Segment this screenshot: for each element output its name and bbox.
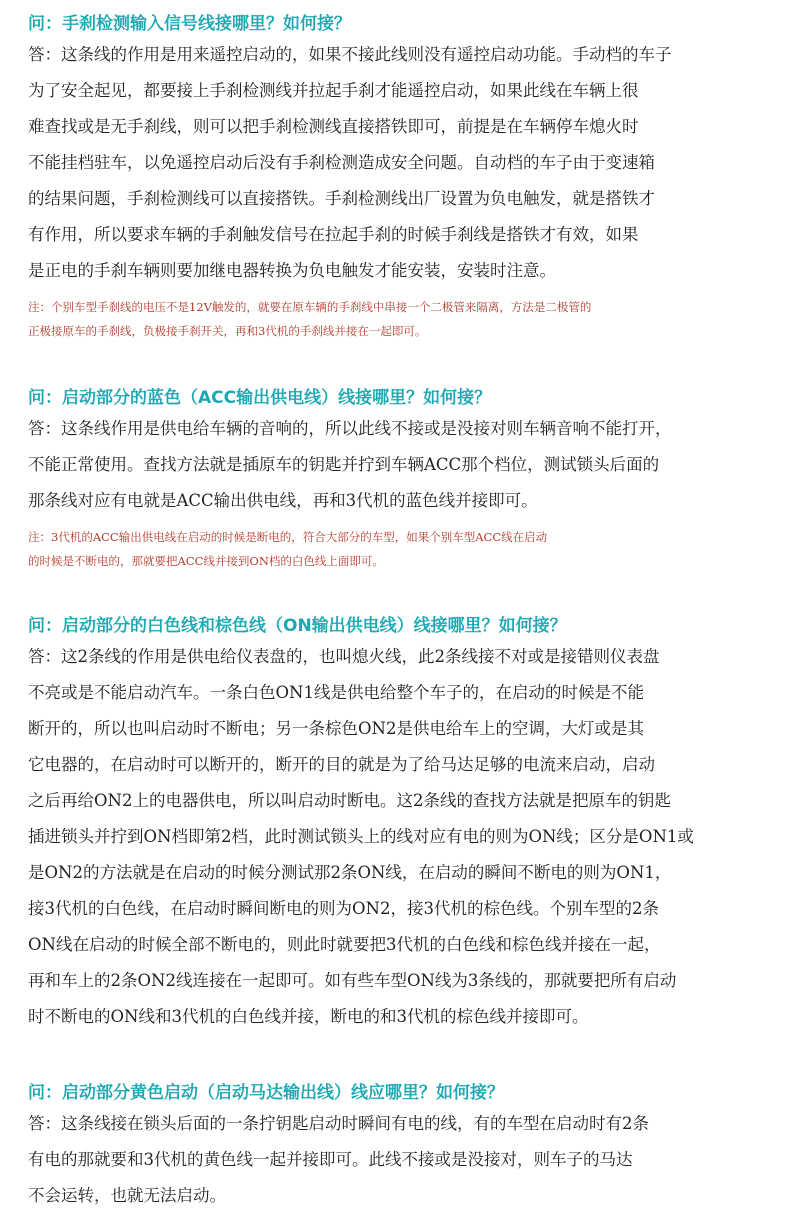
answer-line: 不能挂档驻车，以免遥控启动后没有手刹检测造成安全问题。自动档的车子由于变速箱: [28, 153, 655, 172]
answer-line: 是正电的手刹车辆则要加继电器转换为负电触发才能安装，安装时注意。: [28, 261, 556, 280]
answer-line: 接3代机的白色线，在启动时瞬间断电的则为ON2，接3代机的棕色线。个别车型的2条: [28, 899, 659, 918]
answer-line: 不能正常使用。查找方法就是插原车的钥匙并拧到车辆ACC那个档位，测试锁头后面的: [28, 455, 660, 474]
answer-line: 为了安全起见，都要接上手刹检测线并拉起手刹才能遥控启动，如果此线在车辆上很: [28, 81, 639, 100]
answer-line: 断开的，所以也叫启动时不断电；另一条棕色ON2是供电给车上的空调，大灯或是其: [28, 719, 644, 738]
question-heading: 问：启动部分黄色启动（启动马达输出线）线应哪里？如何接？: [28, 1083, 504, 1103]
answer-line: 的结果问题，手刹检测线可以直接搭铁。手刹检测线出厂设置为负电触发，就是搭铁才: [28, 189, 655, 208]
answer-line: 不亮或是不能启动汽车。一条白色ON1线是供电给整个车子的，在启动的时候是不能: [28, 683, 644, 702]
answer-line: 是ON2的方法就是在启动的时候分测试那2条ON线，在启动的瞬间不断电的则为ON1，: [28, 863, 672, 882]
note-line: 注：个别车型手刹线的电压不是12V触发的，就要在原车辆的手刹线中串接一个二极管来隔离，方法是二极管的: [28, 300, 592, 314]
answer-line: 有作用，所以要求车辆的手刹触发信号在拉起手刹的时候手刹线是搭铁才有效，如果: [28, 225, 639, 244]
answer-line: ON线在启动的时候全部不断电的，则此时就要把3代机的白色线和棕色线并接在一起，: [28, 935, 661, 954]
question-heading: 问：启动部分的白色线和棕色线（ON输出供电线）线接哪里？如何接？: [28, 616, 567, 636]
answer-line: 之后再给ON2上的电器供电，所以叫启动时断电。这2条线的查找方法就是把原车的钥匙: [28, 791, 671, 810]
answer-line: 插进锁头并拧到ON档即第2档，此时测试锁头上的线对应有电的则为ON线；区分是ON1或: [28, 827, 694, 846]
note-line: 的时候是不断电的，那就要把ACC线并接到ON档的白色线上面即可。: [28, 554, 384, 568]
question-heading: 问：启动部分的蓝色（ACC输出供电线）线接哪里？如何接？: [28, 388, 492, 408]
answer-line: 再和车上的2条ON2线连接在一起即可。如有些车型ON线为3条线的，那就要把所有启动: [28, 971, 677, 990]
note-line: 正极接原车的手刹线，负极接手刹开关，再和3代机的手刹线并接在一起即可。: [28, 324, 427, 338]
answer-line: 不会运转，也就无法启动。: [28, 1186, 226, 1205]
answer-line: 答：这条线接在锁头后面的一条拧钥匙启动时瞬间有电的线，有的车型在启动时有2条: [28, 1114, 649, 1133]
answer-line: 答：这条线的作用是用来遥控启动的，如果不接此线则没有遥控启动功能。手动档的车子: [28, 45, 672, 64]
section-on-wires: [28, 615, 778, 1041]
answer-line: 答：这2条线的作用是供电给仪表盘的，也叫熄火线，此2条线接不对或是接错则仪表盘: [28, 647, 660, 666]
section-handbrake: [28, 13, 778, 347]
answer-line: 时不断电的ON线和3代机的白色线并接，断电的和3代机的棕色线并接即可。: [28, 1007, 589, 1026]
answer-line: 答：这条线作用是供电给车辆的音响的，所以此线不接或是没接对则车辆音响不能打开，: [28, 419, 672, 438]
note-line: 注：3代机的ACC输出供电线在启动的时候是断电的，符合大部分的车型，如果个别车型ACC线在启动: [28, 530, 548, 544]
section-starter-wire: [28, 1082, 778, 1220]
section-acc-wire: [28, 387, 778, 577]
answer-line: 有电的那就要和3代机的黄色线一起并接即可。此线不接或是没接对，则车子的马达: [28, 1150, 633, 1169]
question-heading: 问：手刹检测输入信号线接哪里？如何接？: [28, 14, 351, 34]
answer-line: 那条线对应有电就是ACC输出供电线，再和3代机的蓝色线并接即可。: [28, 491, 538, 510]
answer-line: 难查找或是无手刹线，则可以把手刹检测线直接搭铁即可，前提是在车辆停车熄火时: [28, 117, 639, 136]
answer-line: 它电器的，在启动时可以断开的，断开的目的就是为了给马达足够的电流来启动，启动: [28, 755, 655, 774]
